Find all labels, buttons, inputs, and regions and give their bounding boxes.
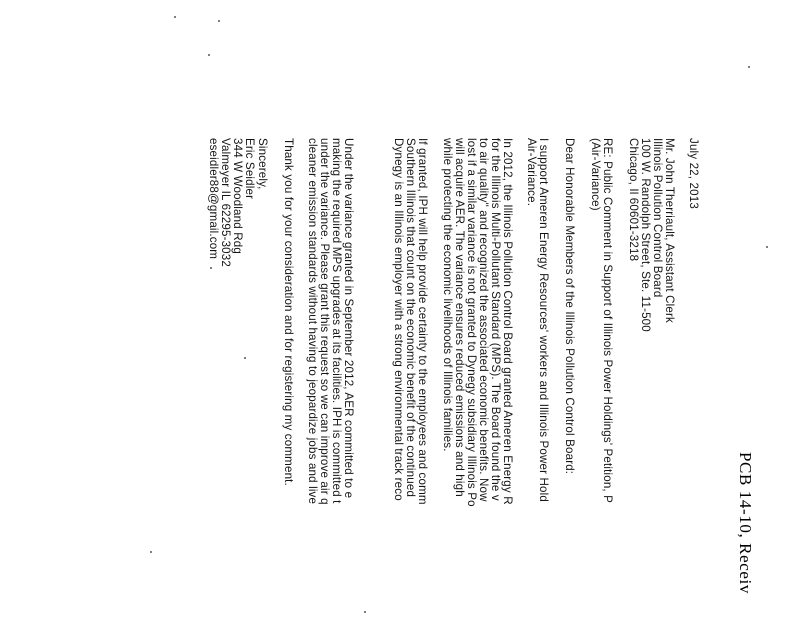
subject-line: RE: Public Comment in Support of Illinois Power Holdings' Petition, P xyxy=(601,138,614,504)
scan-speck xyxy=(218,20,220,22)
signature-line: eseidler88@gmail.com xyxy=(207,138,220,260)
recipient-line: 100 W. Randolph Street, Ste. 11-500 xyxy=(639,138,652,332)
paragraph-line: Dynegy is an Illinois employer with a strong environmental track reco xyxy=(392,138,405,501)
scan-speck xyxy=(208,54,210,56)
paragraph-line: cleaner emission standards without having to jeopardize jobs and live xyxy=(306,138,319,505)
scan-speck xyxy=(174,16,176,18)
paragraph-line: Air-Variance. xyxy=(525,138,538,207)
scan-speck xyxy=(210,267,212,269)
paragraph-line: for the Illinois Multi-Pollutant Standard (MPS). The Board found the v xyxy=(489,138,502,501)
paragraph-line: lost if a similar variance is not granted to Dynegy subsidiary Illinois Po xyxy=(465,138,478,507)
paragraph-line: If granted, IPH will help provide certainty to the employees and comm xyxy=(416,138,429,505)
paragraph-line: will acquire AER. The variance ensures reduced emissions and high xyxy=(453,138,466,497)
letter-date: July 22, 2013 xyxy=(687,138,700,209)
recipient-line: Chicago, Il 60601-3218 xyxy=(627,138,640,262)
scan-speck xyxy=(244,357,246,359)
scan-speck xyxy=(364,611,366,613)
paragraph-line: while protecting the economic livelihoods of Illinois families. xyxy=(441,138,454,452)
paragraph-line: making the required MPS upgrades at its facilities. IPH is committed t xyxy=(330,138,343,504)
signature-line: Valmeyer IL 62295-3032 xyxy=(219,138,232,267)
closing: Sincerely, xyxy=(256,138,269,190)
scan-speck xyxy=(766,246,768,248)
scan-speck xyxy=(150,551,152,553)
signature-line: Eric Seidler xyxy=(243,138,256,200)
paragraph-line: Under the variance granted in September 2012, AER committed to e xyxy=(342,138,355,499)
paragraph-line: Thank you for your consideration and for registering my comment. xyxy=(282,138,295,486)
scan-speck xyxy=(748,66,750,68)
recipient-line: Mr. John Therriault, Assistant Clerk xyxy=(663,138,676,323)
paragraph-line: I support Ameren Energy Resources' workers and Illinois Power Hold xyxy=(537,138,550,502)
paragraph-line: Southern Illinois that count on the economic benefit of the continued xyxy=(404,138,417,498)
paragraph-line: In 2012, the Illinois Pollution Control Board granted Ameren Energy R xyxy=(501,138,514,505)
paragraph-line: under the variance. Please grant this request so we can improve air q xyxy=(318,138,331,505)
recipient-line: Illinois Pollution Control Board xyxy=(651,138,664,298)
signature-line: 344 W Woodland Rdg xyxy=(231,138,244,254)
paragraph-line: to air quality" and recognized the associated economic benefits. Now xyxy=(477,138,490,502)
pcb-received-stamp: PCB 14-10, Receiv xyxy=(736,452,755,594)
subject-line: (Air-Variance) xyxy=(589,138,602,211)
salutation: Dear Honorable Members of the Illinois Pollution Control Board: xyxy=(563,138,576,475)
